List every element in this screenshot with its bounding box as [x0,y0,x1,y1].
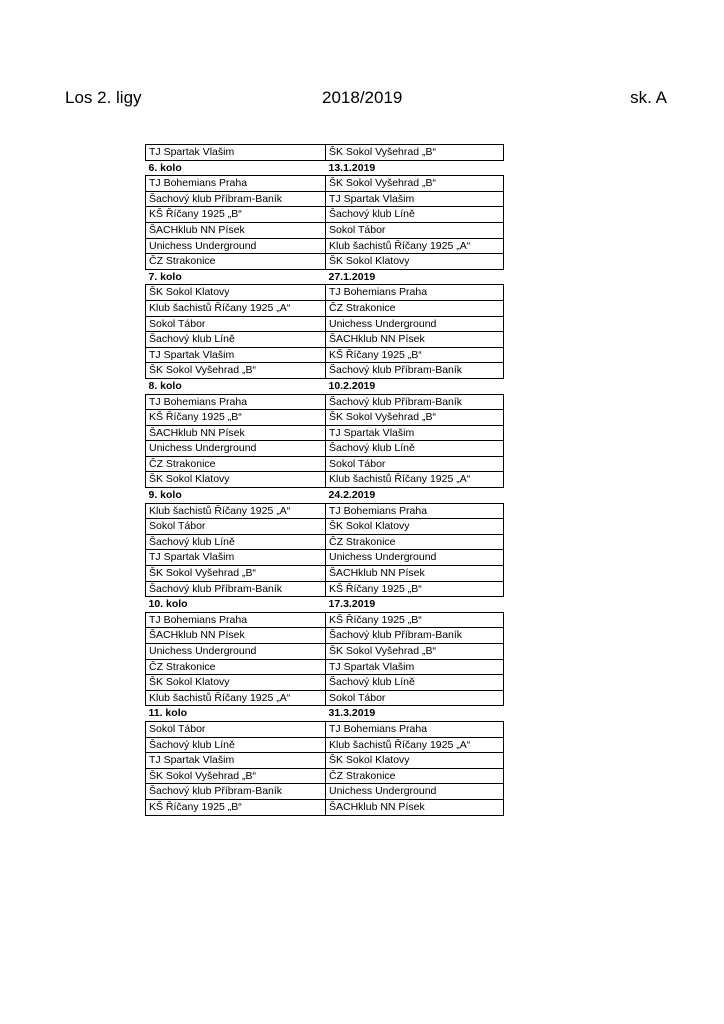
match-row [146,566,504,582]
match-row [146,550,504,566]
schedule-body [146,145,504,816]
match-row [146,799,504,815]
match-row [146,503,504,519]
round-label: 10. kolo [146,597,326,613]
match-row [146,332,504,348]
home-team: ŠK Sokol Vyšehrad „B“ [146,566,326,582]
home-team: Šachový klub Příbram-Baník [146,581,326,597]
away-team: ŠK Sokol Vyšehrad „B“ [326,644,504,660]
home-team: Klub šachistů Říčany 1925 „A“ [146,300,326,316]
away-team: ČZ Strakonice [326,300,504,316]
home-team: ŠK Sokol Klatovy [146,285,326,301]
home-team: Unichess Underground [146,238,326,254]
round-date: 31.3.2019 [326,706,504,722]
home-team: Šachový klub Líně [146,534,326,550]
season-label: 2018/2019 [322,88,403,107]
round-label: 11. kolo [146,706,326,722]
away-team: ŠACHklub NN Písek [326,566,504,582]
match-row [146,768,504,784]
match-row [146,534,504,550]
away-team: ŠACHklub NN Písek [326,799,504,815]
page-header [0,88,724,114]
home-team: TJ Bohemians Praha [146,176,326,192]
match-row [146,659,504,675]
home-team: TJ Spartak Vlašim [146,550,326,566]
round-header-row [146,488,504,504]
away-team: ČZ Strakonice [326,768,504,784]
round-date: 10.2.2019 [326,378,504,394]
match-row [146,238,504,254]
home-team: ŠACHklub NN Písek [146,222,326,238]
home-team: ŠACHklub NN Písek [146,628,326,644]
match-row [146,347,504,363]
match-row [146,784,504,800]
away-team: TJ Bohemians Praha [326,285,504,301]
match-row [146,628,504,644]
away-team: ŠACHklub NN Písek [326,332,504,348]
away-team: Šachový klub Příbram-Baník [326,394,504,410]
match-row [146,254,504,270]
away-team: KŠ Říčany 1925 „B“ [326,347,504,363]
match-row [146,300,504,316]
away-team: Šachový klub Příbram-Baník [326,628,504,644]
away-team: ŠK Sokol Vyšehrad „B“ [326,145,504,161]
home-team: Šachový klub Příbram-Baník [146,191,326,207]
away-team: Šachový klub Líně [326,675,504,691]
home-team: KŠ Říčany 1925 „B“ [146,410,326,426]
home-team: ŠACHklub NN Písek [146,425,326,441]
home-team: Sokol Tábor [146,519,326,535]
away-team: Sokol Tábor [326,456,504,472]
home-team: TJ Spartak Vlašim [146,145,326,161]
away-team: TJ Spartak Vlašim [326,191,504,207]
away-team: Šachový klub Líně [326,441,504,457]
home-team: ŠK Sokol Klatovy [146,675,326,691]
away-team: ŠK Sokol Vyšehrad „B“ [326,410,504,426]
match-row [146,675,504,691]
away-team: ČZ Strakonice [326,534,504,550]
round-date: 13.1.2019 [326,160,504,176]
match-row [146,721,504,737]
match-row [146,394,504,410]
home-team: KŠ Říčany 1925 „B“ [146,799,326,815]
home-team: Klub šachistů Říčany 1925 „A“ [146,503,326,519]
league-title: Los 2. ligy [65,88,142,107]
away-team: Klub šachistů Říčany 1925 „A“ [326,737,504,753]
away-team: Unichess Underground [326,550,504,566]
match-row [146,690,504,706]
home-team: KŠ Říčany 1925 „B“ [146,207,326,223]
round-header-row [146,160,504,176]
away-team: Šachový klub Příbram-Baník [326,363,504,379]
round-header-row [146,378,504,394]
home-team: Šachový klub Líně [146,737,326,753]
round-header-row [146,597,504,613]
round-date: 27.1.2019 [326,269,504,285]
away-team: ŠK Sokol Vyšehrad „B“ [326,176,504,192]
home-team: TJ Spartak Vlašim [146,347,326,363]
away-team: TJ Bohemians Praha [326,503,504,519]
home-team: ČZ Strakonice [146,659,326,675]
match-row [146,410,504,426]
away-team: Sokol Tábor [326,690,504,706]
home-team: TJ Bohemians Praha [146,394,326,410]
match-row [146,207,504,223]
round-label: 6. kolo [146,160,326,176]
home-team: ŠK Sokol Vyšehrad „B“ [146,363,326,379]
home-team: ČZ Strakonice [146,254,326,270]
round-label: 8. kolo [146,378,326,394]
match-row [146,425,504,441]
match-row [146,145,504,161]
round-label: 7. kolo [146,269,326,285]
match-row [146,753,504,769]
match-row [146,191,504,207]
match-row [146,737,504,753]
match-row [146,285,504,301]
home-team: ČZ Strakonice [146,456,326,472]
round-date: 24.2.2019 [326,488,504,504]
match-row [146,456,504,472]
away-team: ŠK Sokol Klatovy [326,753,504,769]
away-team: TJ Bohemians Praha [326,721,504,737]
match-row [146,612,504,628]
group-label: sk. A [630,88,667,107]
away-team: Unichess Underground [326,784,504,800]
match-row [146,176,504,192]
match-row [146,644,504,660]
away-team: Sokol Tábor [326,222,504,238]
home-team: Unichess Underground [146,644,326,660]
home-team: Klub šachistů Říčany 1925 „A“ [146,690,326,706]
away-team: TJ Spartak Vlašim [326,659,504,675]
home-team: Šachový klub Příbram-Baník [146,784,326,800]
home-team: Sokol Tábor [146,316,326,332]
away-team: TJ Spartak Vlašim [326,425,504,441]
match-row [146,222,504,238]
round-header-row [146,269,504,285]
home-team: TJ Bohemians Praha [146,612,326,628]
away-team: ŠK Sokol Klatovy [326,254,504,270]
home-team: TJ Spartak Vlašim [146,753,326,769]
match-row [146,316,504,332]
match-row [146,441,504,457]
match-row [146,472,504,488]
away-team: Šachový klub Líně [326,207,504,223]
schedule-table [145,144,504,816]
match-row [146,581,504,597]
round-label: 9. kolo [146,488,326,504]
match-row [146,519,504,535]
home-team: Sokol Tábor [146,721,326,737]
away-team: Unichess Underground [326,316,504,332]
away-team: KŠ Říčany 1925 „B“ [326,581,504,597]
away-team: KŠ Říčany 1925 „B“ [326,612,504,628]
away-team: Klub šachistů Říčany 1925 „A“ [326,472,504,488]
away-team: ŠK Sokol Klatovy [326,519,504,535]
round-header-row [146,706,504,722]
away-team: Klub šachistů Říčany 1925 „A“ [326,238,504,254]
match-row [146,363,504,379]
home-team: Šachový klub Líně [146,332,326,348]
home-team: Unichess Underground [146,441,326,457]
round-date: 17.3.2019 [326,597,504,613]
home-team: ŠK Sokol Klatovy [146,472,326,488]
home-team: ŠK Sokol Vyšehrad „B“ [146,768,326,784]
